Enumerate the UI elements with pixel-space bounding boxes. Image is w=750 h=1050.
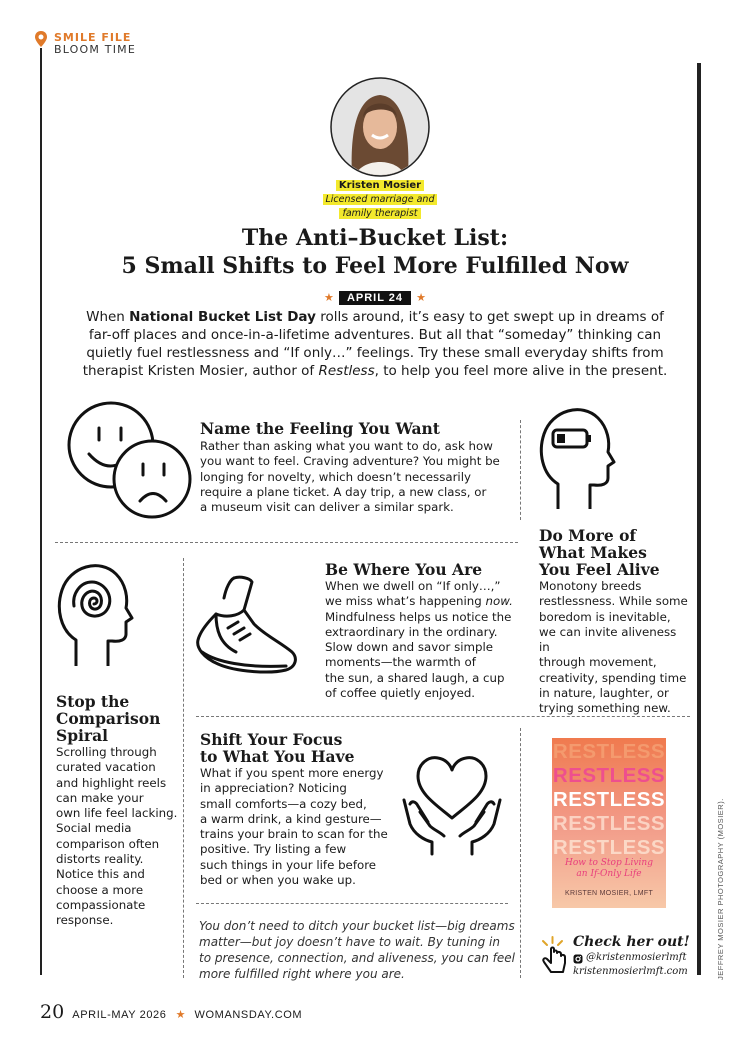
divider (55, 542, 518, 543)
tip-line: own life feel lacking. (56, 806, 178, 821)
tip-line: and highlight reels (56, 775, 167, 790)
tip-line: a warm drink, a kind gesture— (200, 811, 382, 826)
intro-lead: When (86, 309, 130, 325)
book-title-faded: RESTLESS (552, 836, 666, 859)
divider (183, 558, 184, 978)
tip-line: response. (56, 913, 114, 928)
tip-line: choose a more (56, 882, 144, 897)
tip-line: When we dwell on “If only…,” (325, 579, 501, 593)
title-line1: The Anti–Bucket List: (241, 225, 509, 251)
page-footer (40, 1001, 302, 1023)
divider (520, 420, 521, 520)
tip-line: Social media (56, 821, 132, 836)
tip-title (539, 527, 689, 578)
book-title-pink: RESTLESS (552, 764, 666, 787)
tip-title: Name the Feeling You Want (200, 419, 440, 438)
tip-body (56, 745, 181, 929)
tip-line: through movement, (539, 655, 657, 670)
intro-part2: , to help you feel more alive in the present. (374, 363, 668, 379)
tip-line: you want to feel. Craving adventure? You might be (200, 454, 500, 469)
tip-title-line: Shift Your Focus (200, 730, 343, 749)
tip-line: extraordinary in the ordinary. (325, 624, 498, 639)
tip-line: of coffee quietly enjoyed. (325, 686, 476, 701)
intro-bold: National Bucket List Day (129, 309, 316, 325)
tip-line: comparison often (56, 836, 160, 851)
tip-body (200, 439, 520, 515)
tip-line: restlessness. While some (539, 594, 688, 609)
book-title-stack (552, 740, 666, 860)
tip-line: the sun, a shared laugh, a cup (325, 670, 505, 685)
book-subtitle-line: an If-Only Life (576, 869, 642, 879)
author-photo (330, 77, 430, 177)
divider (520, 728, 521, 978)
author-role-line1: Licensed marriage and (323, 194, 438, 205)
star-icon: ★ (323, 291, 334, 304)
section-sub: BLOOM TIME (54, 43, 136, 56)
tip-do-more (539, 527, 689, 717)
book-subtitle-line: How to Stop Living (565, 858, 653, 868)
tip-line: bed or when you wake up. (200, 873, 356, 888)
check-her-out: Check her out! (573, 934, 690, 950)
book-subtitle (552, 858, 666, 880)
tip-body (539, 579, 689, 717)
head-spiral-icon (54, 558, 134, 668)
tip-line: Rather than asking what you want to do, ask how (200, 439, 493, 453)
tip-body (200, 766, 410, 888)
book-author: KRISTEN MOSIER, LMFT (564, 890, 654, 897)
closing-paragraph (199, 918, 519, 982)
tip-line: in nature, laughter, or (539, 686, 669, 701)
instagram-handle[interactable]: @kristenmosierlmft (586, 952, 687, 963)
date-badge: APRIL 24 (339, 291, 411, 305)
author-name: Kristen Mosier (336, 180, 424, 191)
book-title-faded: RESTLESS (552, 812, 666, 835)
date-row (0, 286, 750, 305)
tip-title-line: What Makes (539, 543, 647, 562)
tip-line: trying something new. (539, 701, 671, 716)
head-low-battery-icon (536, 404, 614, 512)
left-rule (40, 48, 42, 975)
tip-title-line: Spiral (56, 726, 109, 745)
tip-line: compassionate (56, 897, 146, 912)
tip-be-where-you-are (325, 561, 525, 701)
star-icon: ★ (416, 291, 427, 304)
tip-italic-word: now. (485, 594, 513, 609)
intro-part1: rolls around, it’s easy to get swept up in dreams of far-off places and once-in-a-lifetime adventures. But all that “someday” thinking can quietly fuel restlessness and “If only…” feelings. Try these small everyday shifts from therapist Kristen Mosier, author of (82, 309, 664, 379)
instagram-icon (573, 954, 583, 964)
author-role-line2: family therapist (339, 208, 420, 219)
tip-line: What if you spent more energy (200, 766, 384, 780)
tip-line: curated vacation (56, 760, 156, 775)
tip-line: Scrolling through (56, 745, 157, 759)
title-line2: 5 Small Shifts to Feel More Fulfilled Now (121, 253, 629, 279)
photo-credit: JEFFREY MOSIER PHOTOGRAPHY (MOSIER). (716, 798, 725, 980)
tip-line: small comforts—a cozy bed, (200, 796, 367, 811)
tip-line: longing for novelty, which doesn’t necessarily (200, 469, 471, 484)
tip-line: we can invite aliveness in (539, 624, 677, 655)
closing-line: more fulfilled right where you are. (199, 967, 405, 981)
author-caption (300, 177, 460, 219)
tip-line: Notice this and (56, 867, 145, 882)
tip-line: positive. Try listing a few (200, 842, 347, 857)
location-pin-icon (34, 30, 48, 48)
tip-line-text: we miss what’s happening (325, 594, 486, 609)
closing-line: to presence, connection, and aliveness, you can feel (199, 951, 515, 965)
intro-paragraph (78, 308, 672, 380)
right-rule (697, 63, 701, 975)
tip-title-line: Do More of (539, 526, 637, 545)
tip-line: such things in your life before (200, 857, 377, 872)
tip-title-line: to What You Have (200, 747, 355, 766)
tip-line: require a plane ticket. A day trip, a new class, or (200, 484, 487, 499)
page-title (60, 224, 690, 280)
section-label: SMILE FILE (54, 31, 132, 44)
page-number: 20 (40, 1001, 65, 1023)
heart-hands-icon (400, 752, 505, 856)
tip-line: moments—the warmth of (325, 655, 476, 670)
closing-line: You don’t need to ditch your bucket list—big dreams (199, 919, 515, 933)
tip-line: Slow down and savor simple (325, 640, 494, 655)
tip-line: distorts reality. (56, 852, 144, 867)
tip-title: Be Where You Are (325, 560, 483, 579)
tip-title (56, 693, 181, 744)
tip-stop-comparison (56, 693, 181, 929)
book-title-main: RESTLESS (552, 788, 666, 811)
tip-line: can make your (56, 790, 144, 805)
tip-title-line: You Feel Alive (539, 560, 660, 579)
issue-date: APRIL-MAY 2026 (72, 1009, 167, 1021)
tip-line (325, 594, 525, 609)
book-cover (552, 738, 666, 908)
tip-line: trains your brain to scan for the (200, 827, 388, 842)
sneaker-icon (196, 574, 300, 678)
tip-title-line: Comparison (56, 709, 161, 728)
book-title-faded: RESTLESS (552, 740, 666, 763)
closing-line: matter—but joy doesn’t have to wait. By tuning in (199, 935, 500, 949)
tip-line: Mindfulness helps us notice the (325, 609, 512, 624)
tip-name-the-feeling (200, 420, 520, 515)
tip-shift-focus (200, 731, 410, 888)
tip-title (200, 731, 410, 765)
tip-body (325, 579, 525, 701)
tip-line: a museum visit can deliver a similar spark. (200, 500, 454, 515)
tip-line: in appreciation? Noticing (200, 781, 347, 796)
pointing-hand-icon (537, 935, 569, 975)
intro-italic: Restless (318, 363, 375, 379)
tip-line: boredom is inevitable, (539, 609, 671, 624)
star-icon: ★ (175, 1008, 186, 1021)
website-link[interactable]: kristenmosierlmft.com (573, 966, 688, 977)
tip-line: Monotony breeds (539, 579, 642, 593)
site-link[interactable]: WOMANSDAY.COM (194, 1009, 303, 1021)
tip-line: creativity, spending time (539, 670, 687, 685)
smiley-faces-icon (63, 402, 198, 520)
tip-title-line: Stop the (56, 692, 130, 711)
divider (196, 903, 508, 904)
